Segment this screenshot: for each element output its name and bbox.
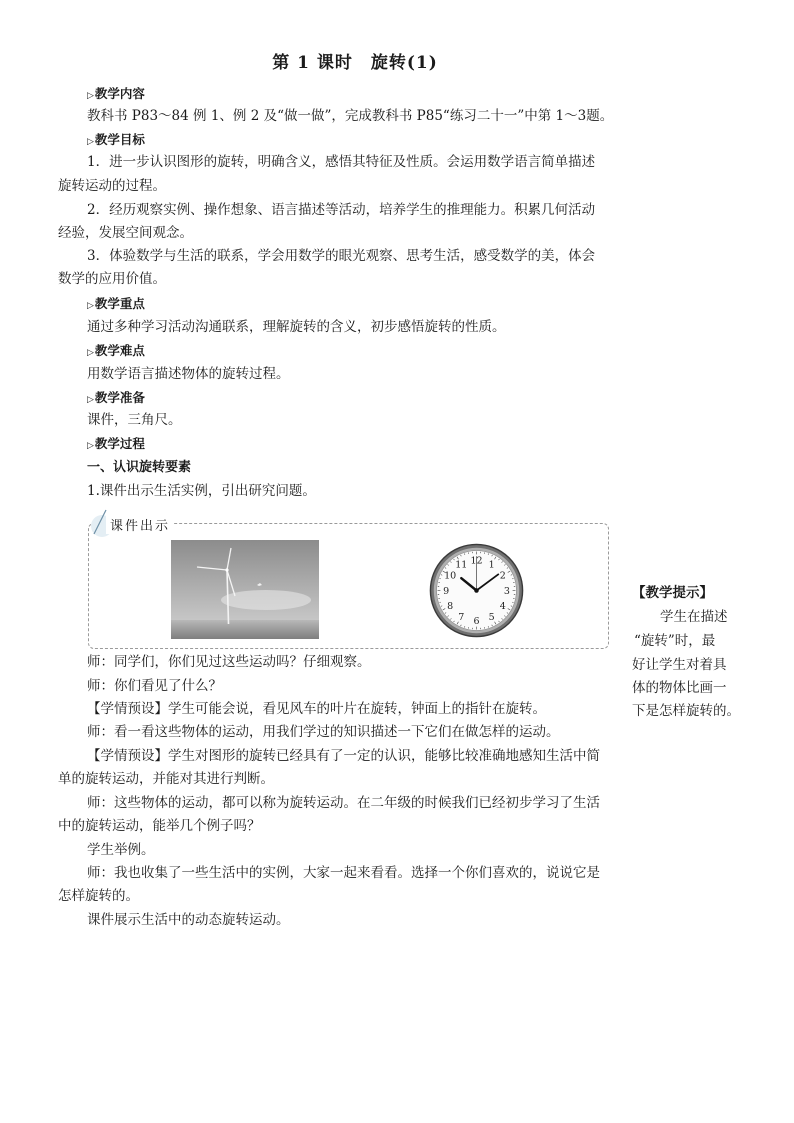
clock-number: 1 (488, 559, 495, 571)
triangle-icon: ▷ (87, 395, 94, 405)
triangle-icon: ▷ (87, 348, 94, 358)
wind-turbine-image (171, 540, 319, 639)
dialogue-line-8b: 怎样旋转的。 (58, 888, 139, 904)
clock-number: 12 (470, 555, 483, 567)
dialogue-line-9: 课件展示生活中的动态旋转运动。 (87, 912, 290, 928)
difficulty-text: 用数学语言描述物体的旋转过程。 (87, 366, 290, 382)
goal-1-line-2: 旋转运动的过程。 (58, 178, 166, 194)
courseware-box (88, 523, 609, 649)
triangle-icon: ▷ (87, 301, 94, 311)
teaching-tip-line-1: 学生在描述 (660, 609, 728, 625)
page-title: 第 1 课时 旋转(1) (272, 53, 438, 73)
clock-number: 10 (444, 570, 457, 582)
courseware-label: 课件出示 (106, 515, 174, 534)
dialogue-line-5a: 【学情预设】学生对图形的旋转已经具有了一定的认识，能够比较准确地感知生活中简 (87, 748, 600, 764)
dialogue-line-8a: 师：我也收集了一些生活中的实例，大家一起来看看。选择一个你们喜欢的，说说它是 (87, 865, 600, 881)
triangle-icon: ▷ (87, 91, 94, 101)
dialogue-line-6a: 师：这些物体的运动，都可以称为旋转运动。在二年级的时候我们已经初步学习了生活 (87, 795, 600, 811)
goal-2-line-2: 经验，发展空间观念。 (58, 225, 193, 241)
step-1: 1.课件出示生活实例，引出研究问题。 (87, 483, 316, 499)
clock-number: 9 (443, 585, 450, 597)
clock-number: 8 (447, 601, 454, 613)
clock-number: 6 (473, 616, 480, 628)
dialogue-line-5b: 单的旋转运动，并能对其进行判断。 (58, 771, 274, 787)
content-text: 教科书 P83～84 例 1、例 2 及“做一做”，完成教科书 P85“练习二十一”中第 1～3题。 (87, 108, 614, 124)
teaching-tip-line-4: 体的物体比画一 (632, 680, 727, 696)
goal-3-line-1: 3．体验数学与生活的联系，学会用数学的眼光观察、思考生活，感受数学的美，体会 (87, 248, 596, 264)
teaching-tip-line-2: “旋转”时，最 (634, 633, 716, 649)
clock-number: 2 (499, 570, 506, 582)
teaching-tip-line-5: 下是怎样旋转的。 (632, 703, 740, 719)
goal-3-line-2: 数学的应用价值。 (58, 271, 166, 287)
clock-number: 7 (458, 612, 465, 624)
part-1-heading: 一、认识旋转要素 (87, 460, 192, 475)
clock-number: 4 (499, 601, 506, 613)
clock-number: 5 (488, 612, 495, 624)
teaching-tip-heading: 【教学提示】 (632, 585, 713, 601)
dialogue-line-3: 【学情预设】学生可能会说，看见风车的叶片在旋转，钟面上的指针在旋转。 (87, 701, 546, 717)
heading-process: ▷教学过程 (87, 436, 145, 451)
goal-1-line-1: 1．进一步认识图形的旋转，明确含义，感悟其特征及性质。会运用数学语言简单描述 (87, 154, 596, 170)
heading-key-points: ▷教学重点 (87, 296, 145, 311)
dialogue-line-4: 师：看一看这些物体的运动，用我们学过的知识描述一下它们在做怎样的运动。 (87, 724, 560, 740)
heading-difficulty: ▷教学难点 (87, 343, 145, 358)
teaching-tip-line-3: 好让学生对着具 (632, 657, 727, 673)
dialogue-line-1: 师：同学们，你们见过这些运动吗？仔细观察。 (87, 654, 371, 670)
heading-goals: ▷教学目标 (87, 132, 145, 147)
dialogue-line-7: 学生举例。 (87, 842, 155, 858)
triangle-icon: ▷ (87, 441, 94, 451)
dialogue-line-6b: 中的旋转运动，能举几个例子吗？ (58, 818, 261, 834)
heading-preparation: ▷教学准备 (87, 390, 145, 405)
key-text: 通过多种学习活动沟通联系，理解旋转的含义，初步感悟旋转的性质。 (87, 319, 506, 335)
heading-content: ▷教学内容 (87, 86, 145, 101)
dialogue-line-2: 师：你们看见了什么？ (87, 678, 222, 694)
clock-image (429, 543, 524, 638)
triangle-icon: ▷ (87, 137, 94, 147)
clock-number: 3 (503, 585, 510, 597)
goal-2-line-1: 2．经历观察实例、操作想象、语言描述等活动，培养学生的推理能力。积累几何活动 (87, 202, 596, 218)
preparation-text: 课件，三角尺。 (87, 412, 182, 428)
clock-number: 11 (455, 559, 468, 571)
